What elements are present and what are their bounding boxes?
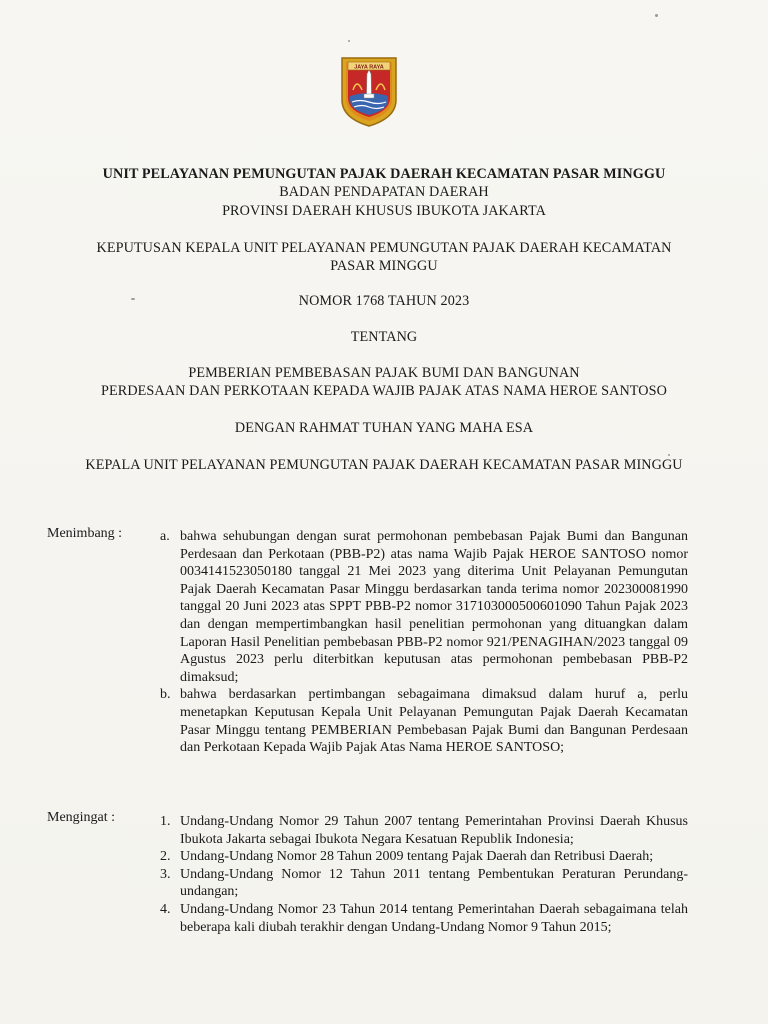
mengingat-item-4 xyxy=(160,901,688,936)
menimbang-item-a xyxy=(160,528,688,686)
decree-number: NOMOR 1768 TAHUN 2023 xyxy=(298,293,470,309)
header-agency: BADAN PENDAPATAN DAERAH xyxy=(279,184,489,200)
mengingat-list xyxy=(160,813,688,936)
scan-speck xyxy=(348,40,350,42)
decree-about: TENTANG xyxy=(350,329,418,345)
list-item-text: Undang-Undang Nomor 12 Tahun 2011 tentang Pembentukan Peraturan Perundang-undangan; xyxy=(180,866,688,900)
list-marker: 3. xyxy=(160,866,171,882)
decree-blessing: DENGAN RAHMAT TUHAN YANG MAHA ESA xyxy=(234,420,534,436)
mengingat-label: Mengingat : xyxy=(47,810,116,825)
menimbang-label: Menimbang : xyxy=(47,526,123,541)
scan-speck xyxy=(655,14,658,17)
list-item-text: Undang-Undang Nomor 29 Tahun 2007 tentang Pemerintahan Provinsi Daerah Khusus Ibukota Jakarta sebagai Ibukota Negara Kesatuan Republik Indonesia; xyxy=(180,814,688,847)
list-marker: 1. xyxy=(160,814,171,829)
mengingat-item-3 xyxy=(160,866,688,901)
list-marker: 4. xyxy=(160,901,171,917)
dki-jakarta-emblem-icon xyxy=(340,56,398,128)
menimbang-item-b xyxy=(160,686,688,756)
list-marker: 2. xyxy=(160,849,171,865)
emblem-banner-text: JAYA RAYA xyxy=(354,64,384,71)
decree-subject-line2: PERDESAAN DAN PERKOTAAN KEPADA WAJIB PAJAK ATAS NAMA HEROE SANTOSO xyxy=(101,383,667,399)
list-item-text: Undang-Undang Nomor 28 Tahun 2009 tentang Pajak Daerah dan Retribusi Daerah; xyxy=(180,849,654,865)
decree-title-line1: KEPUTUSAN KEPALA UNIT PELAYANAN PEMUNGUTAN PAJAK DAERAH KECAMATAN xyxy=(96,240,672,256)
list-item-text: bahwa sehubungan dengan surat permohonan pembebasan Pajak Bumi dan Bangunan Perdesaan dan Perkotaan (PBB-P2) atas nama Wajib Pajak HEROE SANTOSO nomor 0034141523050180 tanggal 21 Mei 2023 yang diterima Unit Pelayanan Pemungutan Pajak Daerah Kecamatan Pasar Minggu berdasarkan tanda terima nomor 202300081990 tanggal 20 Juni 2023 atas SPPT PBB-P2 nomor 317103000500601090 Tahun Pajak 2023 dan dengan mempertimbangkan hasil penelitian permohonan yang dituangkan dalam Laporan Hasil Penelitian pembebasan PBB-P2 nomor 921/PENAGIHAN/2023 tanggal 09 Agustus 2023 perlu diterbitkan keputusan atas permohonan pembebasan PBB-P2 dimaksud; xyxy=(180,529,688,685)
decree-subject-line1: PEMBERIAN PEMBEBASAN PAJAK BUMI DAN BANGUNAN xyxy=(188,365,580,381)
mengingat-item-2 xyxy=(160,848,688,866)
mengingat-item-1 xyxy=(160,813,688,848)
menimbang-list xyxy=(160,528,688,757)
decree-title-line2: PASAR MINGGU xyxy=(330,258,438,274)
header-office-name: UNIT PELAYANAN PEMUNGUTAN PAJAK DAERAH KECAMATAN PASAR MINGGU xyxy=(102,166,666,182)
list-marker: a. xyxy=(160,529,170,544)
list-item-text: bahwa berdasarkan pertimbangan sebagaimana dimaksud dalam huruf a, perlu menetapkan Keputusan Kepala Unit Pelayanan Pemungutan Pajak Daerah Kecamatan Pasar Minggu tentang PEMBERIAN Pembebasan Pajak Bumi dan Bangunan Perdesaan dan Perkotaan Kepada Wajib Pajak Atas Nama HEROE SANTOSO; xyxy=(180,687,688,756)
header-province: PROVINSI DAERAH KHUSUS IBUKOTA JAKARTA xyxy=(222,203,546,219)
decree-authority: KEPALA UNIT PELAYANAN PEMUNGUTAN PAJAK DAERAH KECAMATAN PASAR MINGGU xyxy=(85,457,683,473)
list-marker: b. xyxy=(160,687,171,703)
list-item-text: Undang-Undang Nomor 23 Tahun 2014 tentang Pemerintahan Daerah sebagaimana telah beberapa kali diubah terakhir dengan Undang-Undang Nomor 9 Tahun 2015; xyxy=(180,901,688,935)
